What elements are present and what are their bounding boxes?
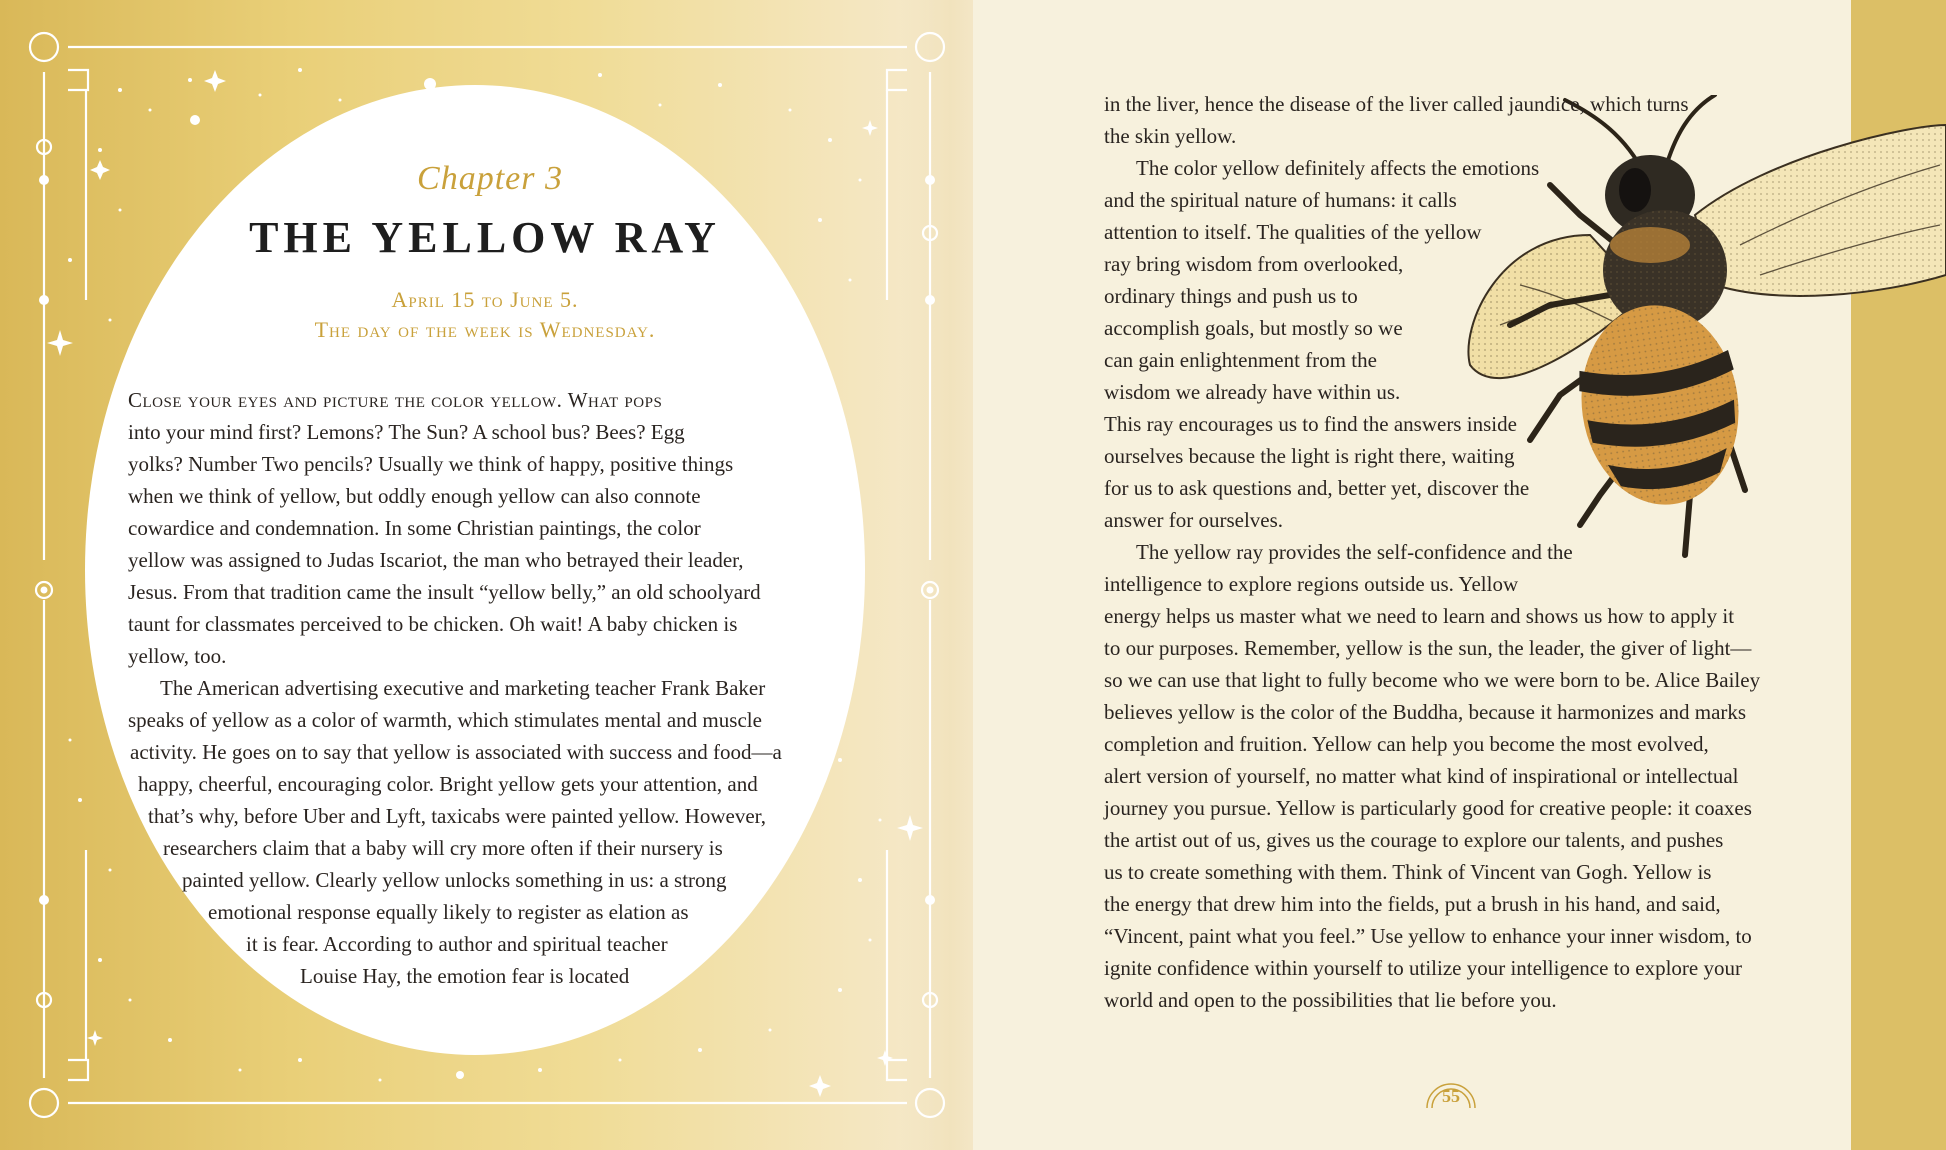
text-line: painted yellow. Clearly yellow unlocks something in us: a strong bbox=[182, 868, 727, 892]
text-line: cowardice and condemnation. In some Christian paintings, the color bbox=[128, 516, 701, 540]
text-line: completion and fruition. Yellow can help you become the most evolved, bbox=[1104, 732, 1709, 756]
text-line: wisdom we already have within us. bbox=[1104, 380, 1401, 404]
text-line: taunt for classmates perceived to be chicken. Oh wait! A baby chicken is bbox=[128, 612, 738, 636]
text-line: ordinary things and push us to bbox=[1104, 284, 1358, 308]
text-line: alert version of yourself, no matter what kind of inspirational or intellectual bbox=[1104, 764, 1739, 788]
text-line: answer for ourselves. bbox=[1104, 508, 1284, 532]
text-line: the artist out of us, gives us the courage to explore our talents, and pushes bbox=[1104, 828, 1724, 852]
text-line: emotional response equally likely to register as elation as bbox=[208, 900, 689, 924]
text-line: yellow was assigned to Judas Iscariot, the man who betrayed their leader, bbox=[128, 548, 744, 572]
text-line: yolks? Number Two pencils? Usually we think of happy, positive things bbox=[128, 452, 734, 476]
text-line: so we can use that light to fully become who we were born to be. Alice Bailey bbox=[1104, 668, 1761, 692]
text-line: to our purposes. Remember, yellow is the sun, the leader, the giver of light— bbox=[1104, 636, 1752, 660]
text-line: The yellow ray provides the self-confidence and the bbox=[1136, 540, 1573, 564]
right-body-text bbox=[1104, 88, 1760, 1016]
chapter-label: Chapter 3 bbox=[417, 160, 563, 197]
text-line: yellow, too. bbox=[128, 644, 227, 668]
text-line: researchers claim that a baby will cry more often if their nursery is bbox=[163, 836, 723, 860]
text-line: accomplish goals, but mostly so we bbox=[1104, 316, 1403, 340]
chapter-weekday: The day of the week is Wednesday. bbox=[314, 317, 656, 342]
text-line: journey you pursue. Yellow is particularly good for creative people: it coaxes bbox=[1104, 796, 1752, 820]
text-line: speaks of yellow as a color of warmth, which stimulates mental and muscle bbox=[128, 708, 762, 732]
text-line: ourselves because the light is right there, waiting bbox=[1104, 444, 1515, 468]
text-line: the skin yellow. bbox=[1104, 124, 1237, 148]
text-line: energy helps us master what we need to learn and shows us how to apply it bbox=[1104, 604, 1735, 628]
text-line: happy, cheerful, encouraging color. Bright yellow gets your attention, and bbox=[138, 772, 758, 796]
text-line: This ray encourages us to find the answers inside bbox=[1104, 412, 1517, 436]
text-line: us to create something with them. Think of Vincent van Gogh. Yellow is bbox=[1104, 860, 1712, 884]
text-line: intelligence to explore regions outside us. Yellow bbox=[1104, 572, 1519, 596]
page-number: 55 bbox=[1442, 1086, 1460, 1106]
text-line: The color yellow definitely affects the emotions bbox=[1136, 156, 1540, 180]
text-line: ignite confidence within yourself to utilize your intelligence to explore your bbox=[1104, 956, 1742, 980]
text-line: ray bring wisdom from overlooked, bbox=[1104, 252, 1404, 276]
chapter-dates bbox=[150, 285, 820, 345]
opening-line: Close your eyes and picture the color yellow. What pops bbox=[128, 388, 663, 412]
text-line: when we think of yellow, but oddly enough yellow can also connote bbox=[128, 484, 701, 508]
text-line: Louise Hay, the emotion fear is located bbox=[300, 964, 630, 988]
text-line: The American advertising executive and marketing teacher Frank Baker bbox=[160, 676, 766, 700]
text-line: activity. He goes on to say that yellow is associated with success and food—a bbox=[130, 740, 782, 764]
text-line: attention to itself. The qualities of the yellow bbox=[1104, 220, 1482, 244]
text-line: the energy that drew him into the fields, put a brush in his hand, and said, bbox=[1104, 892, 1721, 916]
text-line: in the liver, hence the disease of the liver called jaundice, which turns bbox=[1104, 92, 1689, 116]
text-line: it is fear. According to author and spiritual teacher bbox=[246, 932, 668, 956]
text-line: and the spiritual nature of humans: it calls bbox=[1104, 188, 1457, 212]
text-line: “Vincent, paint what you feel.” Use yellow to enhance your inner wisdom, to bbox=[1104, 924, 1752, 948]
text-line: that’s why, before Uber and Lyft, taxicabs were painted yellow. However, bbox=[148, 804, 767, 828]
chapter-date-range: April 15 to June 5. bbox=[391, 287, 579, 312]
text-line: world and open to the possibilities that lie before you. bbox=[1104, 988, 1557, 1012]
text-line: into your mind first? Lemons? The Sun? A school bus? Bees? Egg bbox=[128, 420, 685, 444]
chapter-title: THE YELLOW RAY bbox=[249, 213, 721, 262]
text-line: for us to ask questions and, better yet, discover the bbox=[1104, 476, 1530, 500]
text-line: can gain enlightenment from the bbox=[1104, 348, 1377, 372]
text-line: believes yellow is the color of the Buddha, because it harmonizes and marks bbox=[1104, 700, 1747, 724]
text-line: Jesus. From that tradition came the insult “yellow belly,” an old schoolyard bbox=[128, 580, 761, 604]
